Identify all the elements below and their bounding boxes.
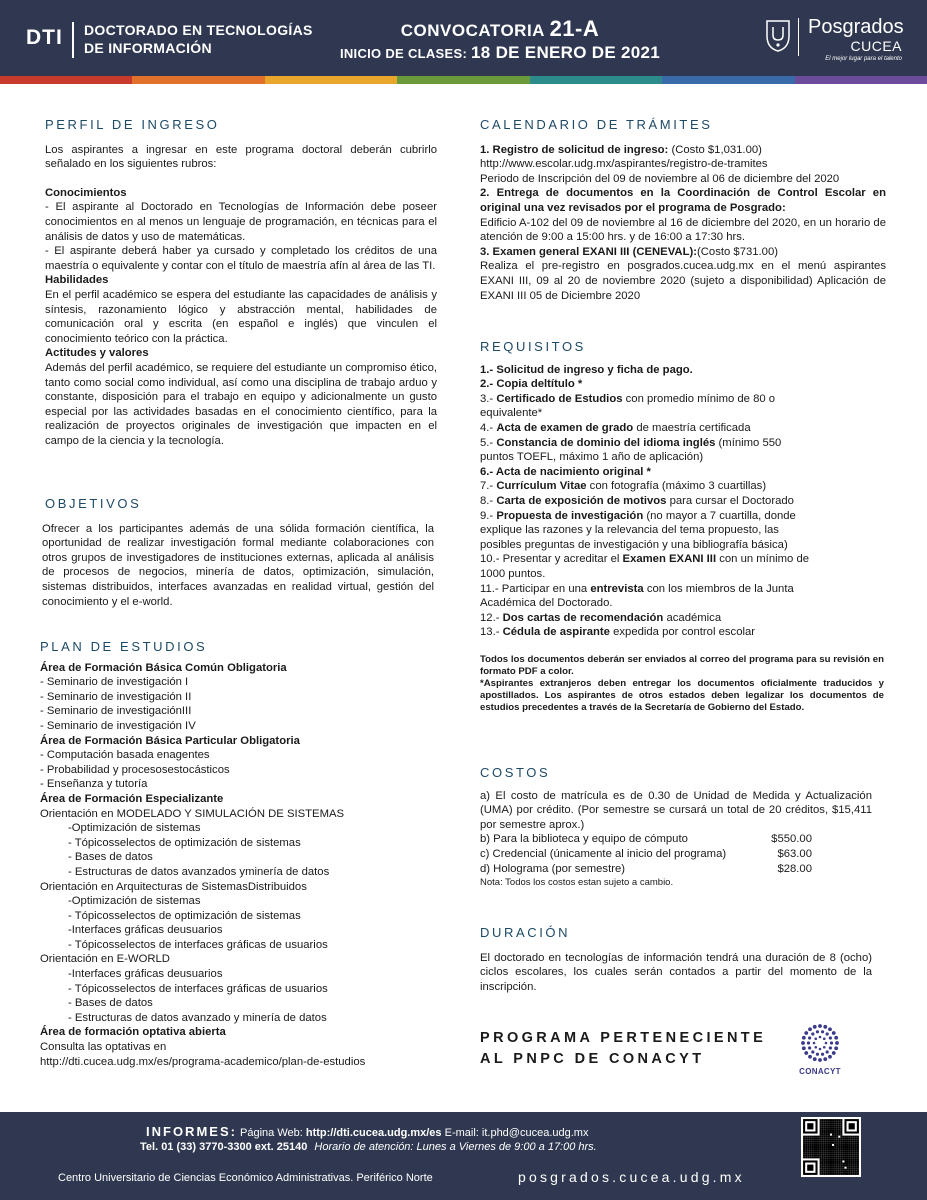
requisitos-section xyxy=(480,340,810,640)
plan-heading: PLAN DE ESTUDIOS xyxy=(40,639,208,654)
costo-c: c) Credencial (únicamente al inicio del programa) $63.00 xyxy=(480,847,812,860)
paso-1 xyxy=(480,143,886,158)
requisito-13: 13.- Cédula de aspirante expedida por control escolar xyxy=(480,626,756,639)
duracion-text: El doctorado en tecnologías de información tendrá una duración de 8 (ocho) ciclos escolares, los cuales serán contados a partir del momento de la inscripción. xyxy=(480,951,872,993)
convocatoria-code: 21-A xyxy=(549,16,600,41)
stripe-segment xyxy=(795,76,927,84)
consulta-text: Consulta las optativas en xyxy=(40,1041,167,1054)
informes-label: INFORMES: xyxy=(146,1124,237,1139)
list-item: - Tópicosselectos de optimización de sistemas xyxy=(68,909,301,922)
area4-heading: Área de formación optativa abierta xyxy=(40,1026,226,1039)
email-link[interactable]: it.phd@cucea.udg.mx xyxy=(481,1127,589,1139)
list-item: - Bases de datos xyxy=(68,851,153,864)
list-item: - Enseñanza y tutoría xyxy=(40,778,148,791)
udg-shield-icon xyxy=(765,18,791,52)
objetivos-section xyxy=(42,497,434,609)
header-banner xyxy=(0,0,927,76)
list-item: -Optimización de sistemas xyxy=(68,822,201,835)
objetivos-heading: OBJETIVOS xyxy=(45,496,142,511)
list-item: - Seminario de investigación II xyxy=(40,690,192,703)
list-item: -Optimización de sistemas xyxy=(68,895,201,908)
list-item: - Probabilidad y procesosestocásticos xyxy=(40,763,230,776)
conocimientos-heading: Conocimientos xyxy=(45,186,127,199)
program-name-line2: DE INFORMACIÓN xyxy=(84,40,212,56)
logo-divider xyxy=(798,18,799,56)
requisitos-heading: REQUISITOS xyxy=(480,339,586,354)
habilidades-heading: Habilidades xyxy=(45,274,109,287)
header-divider xyxy=(72,22,74,58)
footer-contact xyxy=(146,1124,588,1139)
area2-list xyxy=(40,748,440,792)
requisito-9: 9.- Propuesta de investigación (no mayor a 7 cuartilla, donde explique las razones y la relevancia del tema propuesto, las posibles preguntas de investigación y una bibliografía básica) xyxy=(480,509,796,551)
list-item: - Computación basada enagentes xyxy=(40,749,210,762)
pnpc-line1: PROGRAMA PERTENECIENTE xyxy=(480,1030,767,1046)
conocimientos-text-2: - El aspirante deberá haber ya cursado y completado los créditos de una maestría o equivalente y contar con el título de maestría afín al área de las TI. xyxy=(45,245,437,272)
program-name xyxy=(84,21,313,57)
plan-url-link[interactable]: http://dti.cucea.udg.mx/es/programa-academico/plan-de-estudios xyxy=(40,1055,366,1068)
requisito-7: 7.- Currículum Vitae con fotografía (máximo 3 cuartillas) xyxy=(480,480,767,493)
posgrados-logo: Posgrados xyxy=(808,16,904,38)
left-column xyxy=(42,118,437,448)
perfil-intro: Los aspirantes a ingresar en este programa doctoral deberán cubrirlo señalado en los siguientes rubros: xyxy=(45,143,437,171)
web-link[interactable]: http://dti.cucea.udg.mx/es xyxy=(305,1127,442,1139)
perfil-heading: PERFIL DE INGRESO xyxy=(45,117,220,132)
conacyt-logo xyxy=(794,1024,846,1074)
web-label: Página Web: xyxy=(236,1127,306,1139)
requisito-10: 10.- Presentar y acreditar el Examen EXANI III con un mínimo de 1000 puntos. xyxy=(480,553,810,580)
area2-heading: Área de Formación Básica Particular Obligatoria xyxy=(40,734,300,747)
note-extranjeros: *Aspirantes extranjeros deben entregar los documentos oficialmente traducidos y apostillados. Los aspirantes de otros estados deben legalizar los documentos de estudios precedentes a través de la Secretaría de Gobierno del Estado. xyxy=(480,678,884,713)
list-item: - Seminario de investigaciónIII xyxy=(40,705,192,718)
stripe-segment xyxy=(132,76,264,84)
conacyt-dots-icon xyxy=(794,1024,846,1062)
requisito-1: 1.- Solicitud de ingreso y ficha de pago. xyxy=(480,363,693,376)
area1-heading: Área de Formación Básica Común Obligatoria xyxy=(40,661,287,674)
requisito-11: 11.- Participar en una entrevista con los miembros de la Junta Académica del Doctorado. xyxy=(480,582,794,610)
orientacion-3: Orientación en E-WORLD xyxy=(40,953,170,966)
costo-a: a) El costo de matrícula es de 0.30 de Unidad de Medida y Actualización (UMA) por crédito. (Por semestre se cursará un total de 20 créditos, $15,411 por semestre aprox.) xyxy=(480,789,872,831)
requisito-3: 3.- Certificado de Estudios con promedio mínimo de 80 o equivalente* xyxy=(480,392,776,420)
dti-logo: DTI xyxy=(26,26,63,49)
requisito-12: 12.- Dos cartas de recomendación académica xyxy=(480,611,722,624)
objetivos-text: Ofrecer a los participantes además de una sólida formación científica, la oportunidad de realizar investigación formal mediante colaboraciones con otros grupos de investigadores de instituciones externas, aplicada al análisis de procesos de negocios, minería de datos, optimización, simulación, sistemas distribuidos, interfaces avanzadas en realidad virtual, gestión del conocimiento y el e-world. xyxy=(42,522,434,608)
list-item: - Estructuras de datos avanzados yminería de datos xyxy=(68,865,330,878)
list-item: - Tópicosselectos de interfaces gráficas de usuarios xyxy=(68,938,328,951)
requisito-2: 2.- Copia deltítulo * xyxy=(480,378,583,391)
telefono: Tel. 01 (33) 3770-3300 ext. 25140 xyxy=(140,1141,308,1153)
qr-code-icon[interactable] xyxy=(801,1117,861,1177)
costos-nota: Nota: Todos los costos estan sujeto a cambio. xyxy=(480,877,674,889)
convocatoria-label: CONVOCATORIA xyxy=(400,21,545,40)
paso-3 xyxy=(480,245,886,260)
list-item: - Seminario de investigación IV xyxy=(40,719,196,732)
cucea-logo: CUCEA xyxy=(850,38,902,54)
convocatoria-title xyxy=(330,16,670,42)
area3-heading: Área de Formación Especializante xyxy=(40,792,224,805)
stripe-segment xyxy=(530,76,662,84)
paso-2-text: Edificio A-102 del 09 de noviembre al 16 de diciembre del 2020, en un horario de atención de 9:00 a 15:00 hrs. y de 16:00 a 17:30 hrs. xyxy=(480,216,886,244)
requisito-4: 4.- Acta de examen de grado de maestría certificada xyxy=(480,421,751,434)
requisitos-notes xyxy=(480,654,884,714)
posgrados-tagline: El mejor lugar para el talento xyxy=(825,56,902,62)
stripe-segment xyxy=(265,76,397,84)
inicio-date: 18 DE ENERO DE 2021 xyxy=(471,43,661,62)
orientacion-1: Orientación en MODELADO Y SIMULACIÓN DE SISTEMAS xyxy=(40,807,345,820)
paso-3-cost: (Costo $731.00) xyxy=(697,245,779,258)
paso-1-cost: (Costo $1,031.00) xyxy=(668,143,762,156)
habilidades-text: En el perfil académico se espera del estudiante las capacidades de análisis y síntesis, razonamiento lógico y abstracción mental, habilidades de comunicación oral y escrita (en español e inglés) que vinculen el conocimiento teórico con la práctica. xyxy=(45,288,437,345)
list-item: - Bases de datos xyxy=(68,997,153,1010)
color-stripe xyxy=(0,76,927,84)
inicio-clases xyxy=(330,43,670,63)
area1-list xyxy=(40,675,440,733)
list-item: - Seminario de investigación I xyxy=(40,676,189,689)
pnpc-line2: AL PNPC DE CONACYT xyxy=(480,1051,705,1067)
conacyt-label: CONACYT xyxy=(799,1067,841,1076)
stripe-segment xyxy=(397,76,529,84)
paso-3-title: 3. Examen general EXANI III (CENEVAL): xyxy=(480,245,697,258)
footer-banner xyxy=(0,1112,927,1200)
requisito-8: 8.- Carta de exposición de motivos para cursar el Doctorado xyxy=(480,494,794,507)
costos-heading: COSTOS xyxy=(480,765,551,780)
costo-b: b) Para la biblioteca y equipo de cómputo $550.00 xyxy=(480,833,812,846)
pnpc-statement xyxy=(480,1028,766,1070)
plan-section xyxy=(40,640,440,1069)
registro-url-link[interactable]: http://www.escolar.udg.mx/aspirantes/registro-de-tramites xyxy=(480,158,768,171)
stripe-segment xyxy=(662,76,794,84)
requisito-5: 5.- Constancia de dominio del idioma inglés (mínimo 550 puntos TOEFL, máximo 1 año de aplicación) xyxy=(480,436,782,464)
paso-1-period: Periodo de Inscripción del 09 de noviembre al 06 de diciembre del 2020 xyxy=(480,172,840,185)
actitudes-text: Además del perfil académico, se requiere del estudiante un compromiso ético, tanto como social como individual, así como una disciplina de trabajo arduo y constante, disposición para el trabajo en equipo y adicionalmente un gusto especial por las actividades basadas en el conocimiento científico, para la realización de proyectos originales de investigación que impacten en el campo de la ciencia y la tecnología. xyxy=(45,361,437,447)
list-item: - Tópicosselectos de optimización de sistemas xyxy=(68,836,301,849)
paso-2-title: 2. Entrega de documentos en la Coordinación de Control Escolar en original una vez revisados por el programa de Posgrado: xyxy=(480,187,886,214)
note-pdf: Todos los documentos deberán ser enviados al correo del programa para su revisión en formato PDF a color. xyxy=(480,654,884,677)
requisito-6: 6.- Acta de nacimiento original * xyxy=(480,465,651,478)
calendario-heading: CALENDARIO DE TRÁMITES xyxy=(480,117,713,132)
inicio-label: INICIO DE CLASES: xyxy=(339,46,468,61)
costo-d: d) Holograma (por semestre) $28.00 xyxy=(480,862,812,875)
paso-1-title: 1. Registro de solicitud de ingreso: xyxy=(480,143,669,156)
actitudes-heading: Actitudes y valores xyxy=(45,347,149,360)
program-name-line1: DOCTORADO EN TECNOLOGÍAS xyxy=(84,22,313,38)
duracion-section xyxy=(480,926,872,994)
list-item: - Estructuras de datos avanzado y minería de datos xyxy=(68,1011,327,1024)
paso-3-text: Realiza el pre-registro en posgrados.cucea.udg.mx en el menú aspirantes EXANI III, 09 al 20 de noviembre 2020 (sujeto a disponibilidad) Aplicación de EXANI III 05 de Diciembre 2020 xyxy=(480,260,886,302)
list-item: -Interfaces gráficas deusuarios xyxy=(68,968,223,981)
duracion-heading: DURACIÓN xyxy=(480,925,571,940)
list-item: -Interfaces gráficas deusuarios xyxy=(68,924,223,937)
costos-section xyxy=(480,766,872,891)
footer-address: Centro Universitario de Ciencias Económico Administrativas. Periférico Norte xyxy=(58,1172,433,1184)
list-item: - Tópicosselectos de interfaces gráficas de usuarios xyxy=(68,982,328,995)
calendario-section xyxy=(480,118,886,303)
horario: Horario de atención: Lunes a Viernes de 9:00 a 17:00 hrs. xyxy=(314,1141,597,1153)
stripe-segment xyxy=(0,76,132,84)
orientacion-2: Orientación en Arquitecturas de SistemasDistribuidos xyxy=(40,880,307,893)
footer-phone xyxy=(140,1141,597,1153)
email-label: E-mail: xyxy=(441,1127,482,1139)
footer-site-link[interactable]: posgrados.cucea.udg.mx xyxy=(518,1169,745,1185)
conocimientos-text-1: - El aspirante al Doctorado en Tecnologías de Información debe poseer conocimientos en al menos un lenguaje de programación, en técnicas para el análisis de datos y uso de matemáticas. xyxy=(45,201,437,243)
